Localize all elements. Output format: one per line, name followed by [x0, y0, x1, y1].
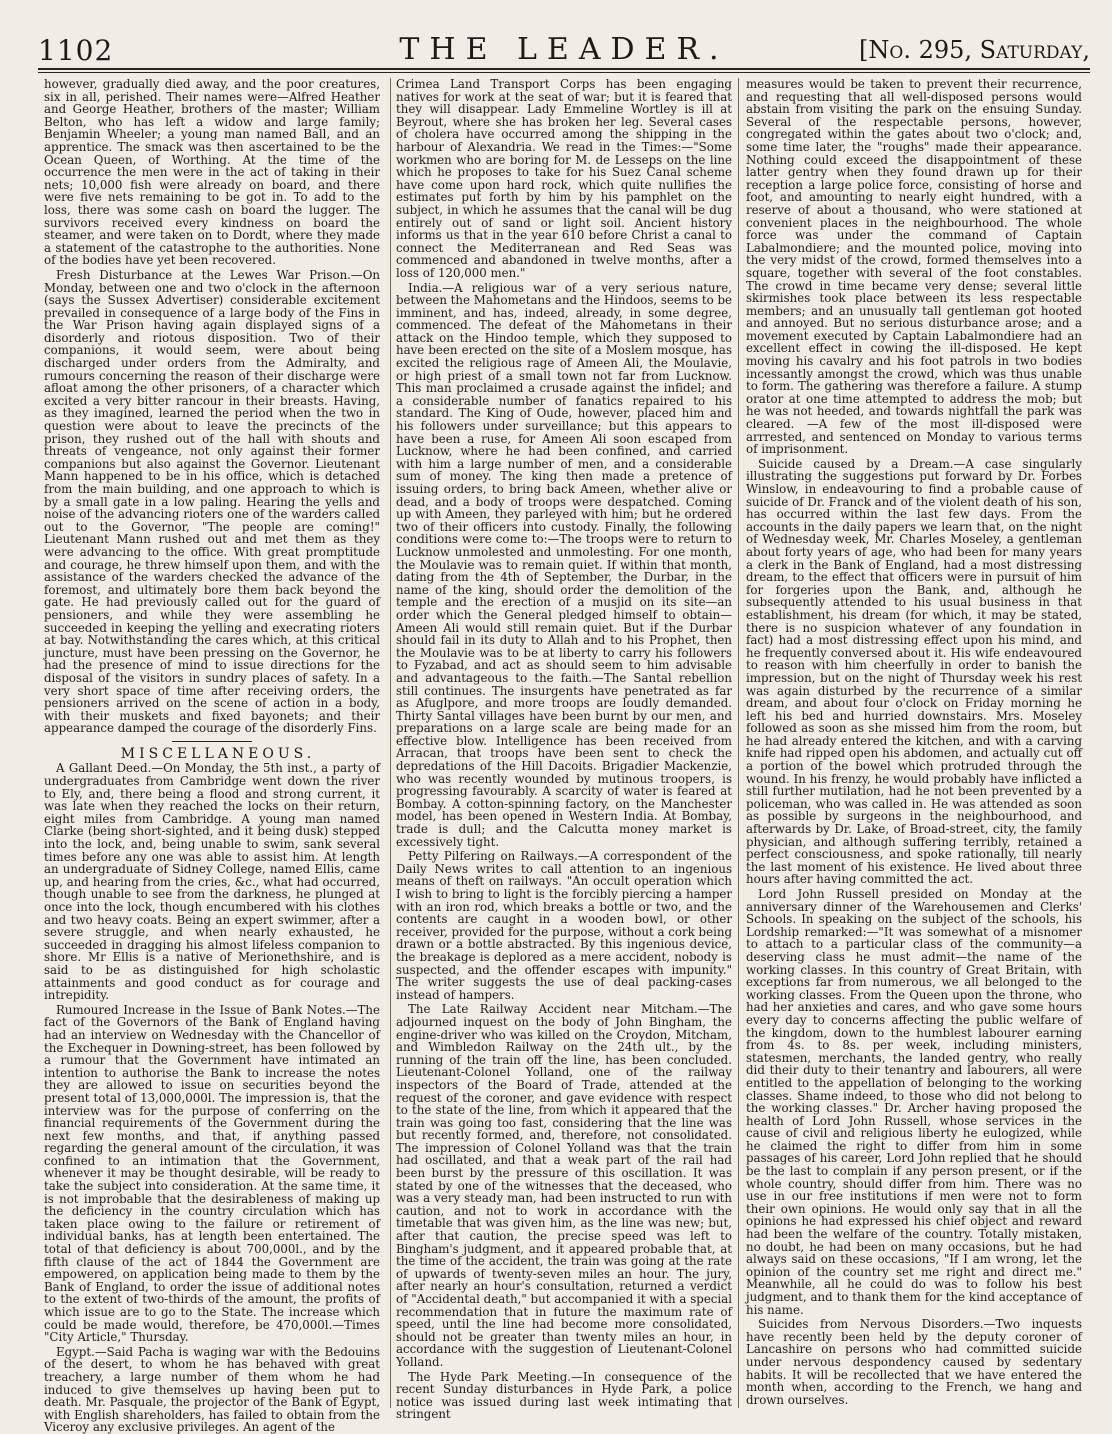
article-paragraph: Egypt.—Said Pacha is waging war with the Bedouins of the desert, to whom he has behaved with great treachery, a large number of them whom he had induced to give themselves up having been put to death. Mr. Pasquale, the projector of the Bank of Egypt, with English shareholders, has failed to obtain from the Viceroy any exclusive privileges. An agent of the — [44, 1344, 380, 1434]
article-paragraph: Rumoured Increase in the Issue of Bank Notes.—The fact of the Governors of the Bank of England having had an interview on Wednesday with the Chancellor of the Exchequer in Downing-street, has been followed by a rumour that the Government have intimated an intention to authorise the Bank to increase the notes they are allowed to issue on securities beyond the present total of 13,000,000l. The impression is, that the interview was for the purpose of conferring on the financial requirements of the Government during the next few months, and that, if anything passed regarding the general amount of the circulation, it was confined to an intimation that the Government, whenever it may be thought desirable, will be ready to take the subject into consideration. At the same time, it is not improbable that the desirableness of making up the deficiency in the country circulation which has taken place owing to the failure or retirement of individual banks, has at length been entertained. The total of that deficiency is about 700,000l., and by the fifth clause of the act of 1844 the Government are empowered, on application being made to them by the Bank of England, to order the issue of additional notes to the extent of two-thirds of the amount, the profits of which issue are to go to the State. The increase which could be made would, therefore, be 470,000l.—Times "City Article," Thursday. — [44, 1002, 380, 1345]
article-paragraph: The Hyde Park Meeting.—In consequence of the recent Sunday disturbances in Hyde Park, a police notice was issued during last week intimating that stringent — [396, 1369, 732, 1422]
masthead-title: THE LEADER. — [399, 32, 729, 67]
header-rule — [38, 68, 1090, 70]
section-rule — [172, 741, 252, 742]
article-paragraph: India.—A religious war of a very serious nature, between the Mahometans and the Hindoos, seems to be imminent, and has, indeed, already, in some degree, commenced. The defeat of the Mahometans in their attack on the Hindoo temple, which they supposed to have been erected on the site of a Moslem mosque, has excited the religious rage of Ameen Ali, the Moulavie, or high priest of a small town not far from Lucknow. This man proclaimed a crusade against the infidel; and a considerable number of fanatics repaired to his standard. The King of Oude, however, placed him and his followers under surveillance; but this appears to have been a ruse, for Ameen Ali soon escaped from Lucknow, where he had been confined, and carried with him a large number of men, and a considerable sum of money. The king then made a pretence of issuing orders, to bring back Ameen, whether alive or dead, and a body of troops were despatched. Coming up with Ameen, they parleyed with him; but he ordered two of their officers into custody. Finally, the following conditions were come to:—The troops were to return to Lucknow unmolested and unmolesting. For one month, the Moulavie was to remain quiet. If within that month, dating from the 4th of September, the Durbar, in the name of the king, should order the demolition of the temple and the erection of a musjid on its site—an order which the General pledged himself to obtain—Ameen Ali would still remain quiet. But if the Durbar should fail in its duty to Allah and to his Prophet, then the Moulavie was to be at liberty to carry his followers to Fyzabad, and act as should seem to him advisable and advantageous to the faith.—The Santal rebellion still continues. The insurgents have penetrated as far as Afuglpore, and more troops are loudly demanded. Thirty Santal villages have been burnt by our men, and preparations on a large scale are being made for an effective blow. Intelligence has been received from Arracan, that troops have been sent to check the depredations of the Hill Dacoits. Brigadier Mackenzie, who was recently wounded by mutinous troopers, is progressing favourably. A scarcity of water is feared at Bombay. A cotton-spinning factory, on the Manchester model, has been opened in Western India. At Bombay, trade is dull; and the Calcutta money market is excessively tight. — [396, 280, 733, 849]
column-divider — [738, 78, 739, 1408]
column-2 — [396, 78, 732, 1422]
article-paragraph: Suicide caused by a Dream.—A case singularly illustrating the suggestions put forward by Dr. Forbes Winslow, in endeavouring to find a probable cause of suicide of Dr. Franck and of the violent death of his son, has occurred within the last few days. From the accounts in the daily papers we learn that, on the night of Wednesday week, Mr. Charles Moseley, a gentleman about forty years of age, who had been for many years a clerk in the Bank of England, had a most distressing dream, to the effect that officers were in pursuit of him for forgeries upon the Bank, and, although he subsequently attended to his usual business in that establishment, his dream (for which, it may be stated, there is no suspicion whatever of any foundation in fact) had a most distressing effect upon his mind, and he frequently conversed about it. His wife endeavoured to reason with him cheerfully in order to banish the impression, but on the night of Thursday week his rest was again disturbed by the recurrence of a similar dream, and about four o'clock on Friday morning he left his bed and hurried downstairs. Mrs. Moseley followed as soon as she missed him from the room, but he had already entered the kitchen, and with a carving knife had ripped open his abdomen, and actually cut off a portion of the bowel which protruded through the wound. In his frenzy, he would probably have inflicted a still further mutilation, had he not been prevented by a policeman, who was called in. He was attended as soon as possible by surgeons in the neighbourhood, and afterwards by Dr. Lake, of Broad-street, city, the family physician, and although suffering terribly, retained a perfect consciousness, and spoke rationally, till nearly the last moment of his existence. He lived about three hours after having committed the act. — [746, 456, 1082, 887]
column-divider — [390, 78, 391, 1408]
article-paragraph: A Gallant Deed.—On Monday, the 5th inst., a party of undergraduates from Cambridge went down the river to Ely, and, there being a flood and strong current, it was late when they reached the locks on their return, eight miles from Cambridge. A young man named Clarke (being short-sighted, and it being dusk) stepped into the lock, and, being unable to swim, sank several times before any one was able to assist him. At length an undergraduate of Sidney College, named Ellis, came up, and hearing from the cries, &c., what had occurred, though unable to see from the darkness, he plunged at once into the lock, though encumbered with his clothes and two heavy coats. Being an expert swimmer, after a severe struggle, and when nearly exhausted, he succeeded in dragging his almost lifeless companion to shore. Mr Ellis is a native of Merionethshire, and is said to be as distinguished for high scholastic attainments and good conduct as for courage and intrepidity. — [44, 761, 380, 1003]
page-header — [38, 30, 1090, 70]
column-3 — [746, 78, 1082, 1422]
header-rule-thin — [38, 72, 1090, 73]
article-paragraph: Fresh Disturbance at the Lewes War Prison.—On Monday, between one and two o'clock in the afternoon (says the Sussex Advertiser) considerable excitement prevailed in consequence of a large body of the Fins in the War Prison having again displayed signs of a disorderly and riotous disposition. Two of their companions, it would seem, were about being discharged under orders from the Admiralty, and rumours concerning the reason of their discharge were afloat among the other prisoners, of a character which excited a very bitter rancour in their breasts. Having, as they imagined, learned the period when the two in question were about to leave the precincts of the prison, they rushed out of the hall with shouts and threats of vengeance, not only against their former companions but also against the Governor. Lieutenant Mann happened to be in his office, which is detached from the main building, and one approach to which is by a small gate in a low paling. Hearing the yells and noise of the advancing rioters one of the warders called out to the Governor, "The people are coming!" Lieutenant Mann rushed out and met them as they were advancing to the office. With great promptitude and courage, he threw himself upon them, and with the assistance of the warders checked the advance of the foremost, and ultimately bore them back beyond the gate. He had previously called out for the guard of pensioners, and while they were assembling he succeeded in keeping the yelling and execrating rioters at bay. Notwithstanding the cares which, at this critical juncture, must have been pressing on the Governor, he had the presence of mind to issue directions for the disposal of the visitors in sundry places of safety. In a very short space of time after receiving orders, the pensioners arrived on the scene of action in a body, with their muskets and fixed bayonets; and their appearance damped the courage of the disorderly Fins. — [44, 267, 380, 736]
column-1 — [44, 77, 380, 1434]
article-paragraph: Petty Pilfering on Railways.—A correspondent of the Daily News writes to call attention to an ingenious means of theft on railways. "An occult operation which I wish to bring to light is the forcibly piercing a hamper with an iron rod, which breaks a bottle or two, and the contents are caught in a wooden bowl, or other receiver, provided for the purpose, without a cork being drawn or a bottle abstracted. By this ingenious device, the breakage is deplored as a mere accident, nobody is suspected, and the offender escapes with impunity." The writer suggests the use of deal packing-cases instead of hampers. — [396, 849, 732, 1002]
article-paragraph: Suicides from Nervous Disorders.—Two inquests have recently been held by the deputy coroner of Lancashire on persons who had committed suicide under nervous despondency caused by sedentary habits. It will be recollected that we have entered the month when, according to the French, we hang and drown ourselves. — [746, 1317, 1082, 1407]
article-paragraph: however, gradually died away, and the poor creatures, six in all, perished. Their names were—Alfred Heather and George Heather, brothers of the master; William Belton, who has left a widow and large family; Benjamin Wheeler; a young man named Ball, and an apprentice. The smack was then ascertained to be the Ocean Queen, of Worthing. At the time of the occurrence the men were in the act of taking in their nets; 10,000 fish were already on board, and there were five nets remaining to be got in. To add to the loss, there was some cash on board the lugger. The survivors received every kindness on board the steamer, and were taken on to Dordt, where they made a statement of the catastrophe to the authorities. None of the bodies have yet been recovered. — [44, 77, 380, 268]
article-paragraph: The Late Railway Accident near Mitcham.—The adjourned inquest on the body of John Bingham, the engine-driver who was killed on the Croydon, Mitcham, and Wimbledon Railway on the 24th ult., by the running of the train off the line, has been concluded. Lieutenant-Colonel Yolland, one of the railway inspectors of the Board of Trade, attended at the request of the coroner, and gave evidence with respect to the state of the line, from which it appeared that the train was going too fast, considering that the line was but recently formed, and, therefore, not consolidated. The impression of Colonel Yolland was that the train had oscillated, and that a weak part of the rail had been burst by the pressure of this oscillation. It was stated by one of the witnesses that the deceased, who was a very steady man, had been instructed to run with caution, and not to work in accordance with the timetable that was given him, as the line was new; but, after that caution, the precise speed was left to Bingham's judgment, and it appeared probable that, at the time of the accident, the train was going at the rate of upwards of twenty-seven miles an hour. The jury, after nearly an hour's consultation, returned a verdict of "Accidental death," but accompanied it with a special recommendation that in future the maximum rate of speed, until the line had become more consolidated, should not be greater than twenty miles an hour, in accordance with the suggestion of Lieutenant-Colonel Yolland. — [396, 1002, 732, 1369]
article-paragraph: measures would be taken to prevent their recurrence, and requesting that all well-disposed persons would abstain from visiting the park on the ensuing Sunday. Several of the respectable persons, however, congregated within the gates about two o'clock; and, some time later, the "roughs" made their appearance. Nothing could exceed the disappointment of these latter gentry when they found drawn up for their reception a large police force, consisting of horse and foot, and amounting to nearly eight hundred, with a reserve of about a thousand, who were stationed at convenient places in the neighbourhood. The whole force was under the command of Captain Labalmondiere; and the mounted police, moving into the very midst of the crowd, formed themselves into a square, together with several of the foot constables. The crowd in time became very dense; several little skirmishes took place between its less respectable members; and an unusually tall gentleman got hooted and annoyed. But no serious disturbance arose; and a movement executed by Captain Labalmondiere had an excellent effect in cowing the ill-disposed. He kept moving his cavalry and his foot patrols in two bodies incessantly amongst the crowd, which was thus unable to form. The gathering was therefore a failure. A stump orator at one time attempted to address the mob; but he was not heeded, and towards nightfall the park was cleared. —A few of the most ill-disposed were arrrested, and sentenced on Monday to various terms of imprisonment. — [746, 77, 1082, 457]
article-paragraph: Crimea Land Transport Corps has been engaging natives for work at the seat of war; but it is feared that they will disappear. Lady Emmeline Wortley is ill at Beyrout, where she has broken her leg. Several cases of cholera have occurred among the shipping in the harbour of Alexandria. We read in the Times:—"Some workmen who are boring for M. de Lesseps on the line which he proposes to take for his Suez Canal scheme have come upon hard rock, which quite nullifies the estimates put forth by him by his pamphlet on the subject, in which he assumes that the canal will be dug entirely out of sand or light soil. Ancient history informs us that in the year 610 before Christ a canal to connect the Mediterranean and Red Seas was commenced and abandoned in twelve months, after a loss of 120,000 men." — [396, 77, 732, 280]
article-paragraph: Lord John Russell presided on Monday at the anniversary dinner of the Warehousemen and Clerks' Schools. In speaking on the subject of the schools, his Lordship remarked:—"It was somewhat of a misnomer to attach to a particular class of the community—a deserving class he must admit—the name of the working classes. In this country of Great Britain, with exceptions far from numerous, we all belonged to the working classes. From the Queen upon the throne, who had her anxieties and cares, and who gave some hours every day to concerns affecting the public welfare of the kingdom, down to the humblest labourer earning from 4s. to 8s. per week, including ministers, statesmen, merchants, the landed gentry, who really did their duty to their tenantry and labourers, all were entitled to the appellation of belonging to the working classes. Shame indeed, to those who did not belong to the working classes." Dr. Archer having proposed the health of Lord John Russell, whose services in the cause of civil and religious liberty he eulogized, while he claimed the right to differ from him in some passages of his career, Lord John replied that he should be the last to complain if any person present, or if the whole country, should differ from him. There was no use in our free institutions if men were not to form their own opinions. He would only say that in all the opinions he had expressed his chief object and reward had been the welfare of the country. Totally mistaken, no doubt, he had been on many occasions, but he had always said on these occasions, "If I am wrong, let the opinion of the country set me right and direct me." Meanwhile, all he could do was to follow his best judgment, and to thank them for the kind acceptance of his name. — [746, 887, 1082, 1317]
issue-label: [No. 295, Saturday, — [859, 36, 1090, 64]
page-number: 1102 — [38, 34, 114, 67]
section-heading: MISCELLANEOUS. — [120, 745, 316, 762]
